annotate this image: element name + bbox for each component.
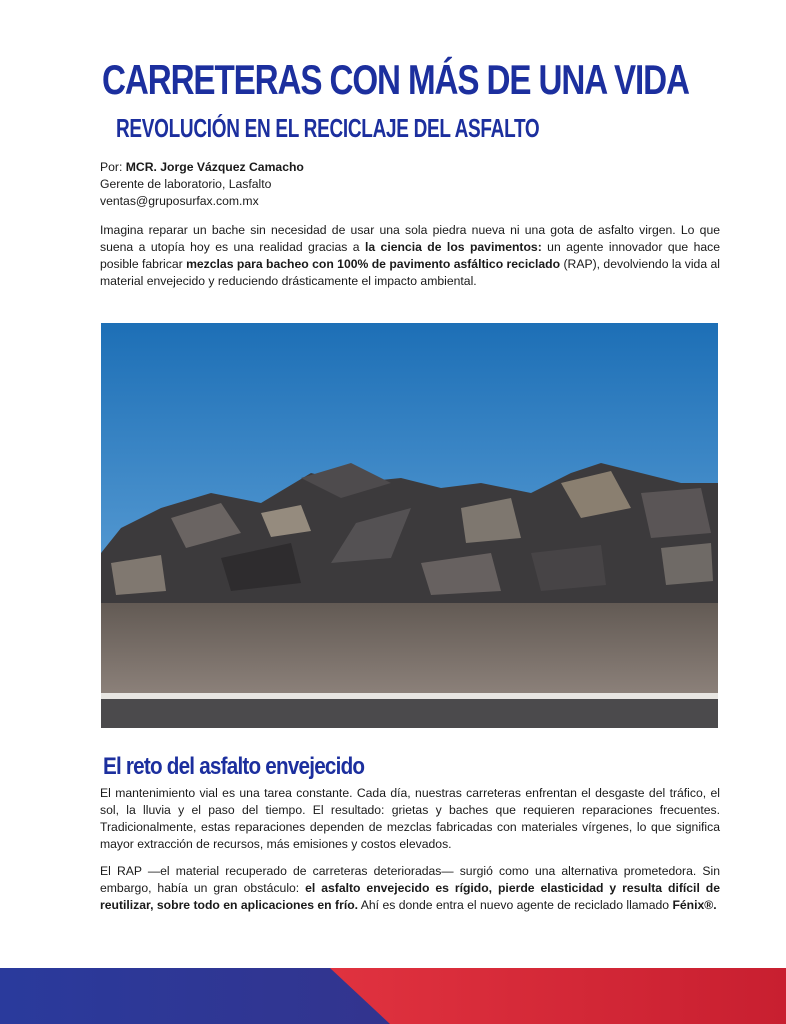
dirt-ground: [101, 593, 718, 693]
slab: [531, 545, 606, 591]
footer-graphic: [0, 968, 786, 1024]
intro-text-3: (RAP), devolviendo la vida al material envejecido y reduciendo drásticamente el impacto ambiental.: [100, 257, 720, 288]
article-subtitle: REVOLUCIÓN EN EL RECICLAJE DEL ASFALTO: [116, 113, 540, 143]
author-role: Gerente de laboratorio, Lasfalto: [100, 177, 272, 191]
author-line: [100, 159, 304, 176]
byline: [100, 159, 304, 210]
asphalt-rubble-photo: [101, 323, 718, 728]
p2-bold-1: el asfalto envejecido es rígido, pierde elasticidad y resulta difícil de reutilizar, sobre todo en aplicaciones en frío.: [100, 881, 720, 912]
intro-text-2: un agente innovador que hace posible fabricar: [100, 240, 720, 271]
article-title: CARRETERAS CON MÁS DE UNA VIDA: [102, 56, 689, 103]
slab: [641, 488, 711, 538]
p2-text-2: Ahí es donde entra el nuevo agente de reciclado llamado: [358, 898, 673, 912]
section-paragraph-1: El mantenimiento vial es una tarea constante. Cada día, nuestras carreteras enfrentan el desgaste del tráfico, el sol, la lluvia y el paso del tiempo. El resultado: grietas y baches que requieren reparaciones frecuentes. Tradicionalmente, estas reparaciones dependen de mezclas fabricadas con materiales vírgenes, lo que significa mayor extracción de recursos, más emisiones y costos elevados.: [100, 786, 720, 851]
intro-bold-1: la ciencia de los pavimentos:: [364, 240, 542, 254]
footer-red: [330, 968, 786, 1024]
slab: [661, 543, 713, 585]
author-email: ventas@gruposurfax.com.mx: [100, 194, 259, 208]
road-line: [101, 693, 718, 699]
section-heading: El reto del asfalto envejecido: [103, 753, 365, 780]
intro-paragraph: [100, 222, 720, 290]
footer-band: [0, 968, 786, 1024]
author-name: MCR. Jorge Vázquez Camacho: [125, 160, 304, 174]
section-paragraph-2: [100, 863, 720, 914]
byline-prefix: Por:: [100, 160, 126, 174]
p2-text-1: El RAP —el material recuperado de carreteras deterioradas— surgió como una alternativa prometedora. Sin embargo, había un gran obstáculo:: [100, 864, 720, 895]
road-asphalt: [101, 699, 718, 728]
p2-bold-2: Fénix®.: [672, 898, 717, 912]
intro-text-1: Imagina reparar un bache sin necesidad de usar una sola piedra nueva ni una gota de asfalto virgen. Lo que suena a utopía hoy es una realidad gracias a: [100, 223, 720, 254]
intro-bold-2: mezclas para bacheo con 100% de pavimento asfáltico reciclado: [186, 257, 561, 271]
photo-illustration: [101, 323, 718, 728]
